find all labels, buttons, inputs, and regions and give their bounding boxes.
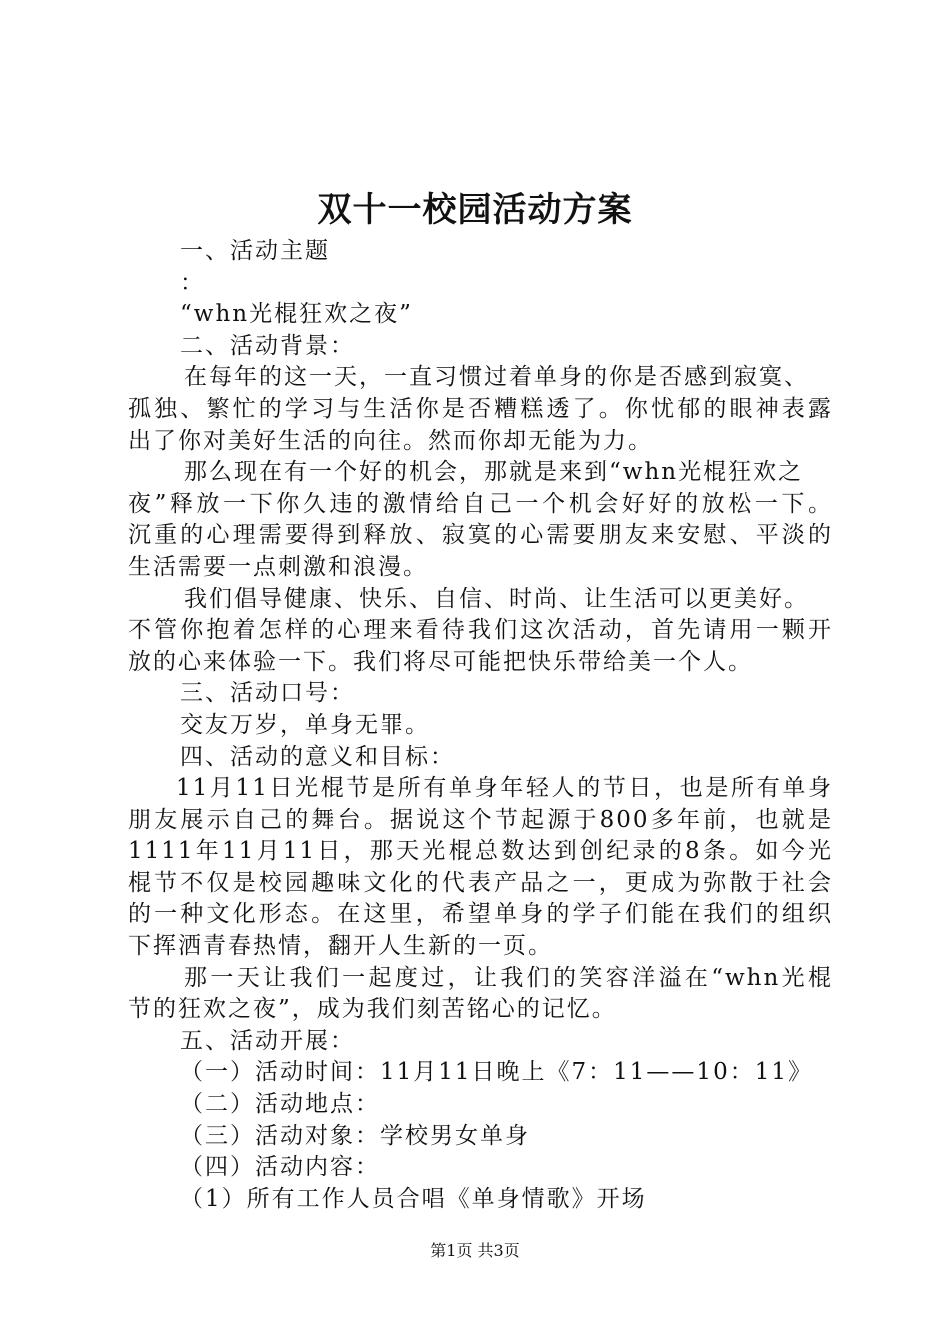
paragraph-line: 朋友展示自己的舞台。据说这个节起源于800多年前，也就是 <box>128 806 833 833</box>
activity-content: （四）活动内容： <box>180 1154 380 1181</box>
paragraph-line: 夜”释放一下你久违的激情给自己一个机会好好的放松一下。 <box>128 490 833 517</box>
paragraph-line: 的一种文化形态。在这里，希望单身的学子们能在我们的组织 <box>128 901 833 928</box>
paragraph-line: 那么现在有一个好的机会，那就是来到“whn光棍狂欢之 <box>184 459 804 486</box>
heading-significance: 四、活动的意义和目标： <box>180 743 455 770</box>
heading-background: 二、活动背景： <box>180 332 355 359</box>
paragraph-line: 出了你对美好生活的向往。然而你却无能为力。 <box>128 427 653 454</box>
paragraph-line: 沉重的心理需要得到释放、寂寞的心需要朋友来安慰、平淡的 <box>128 522 833 549</box>
paragraph-line: 不管你抱着怎样的心理来看待我们这次活动，首先请用一颗开 <box>128 617 833 644</box>
paragraph-line: 孤独、繁忙的学习与生活你是否糟糕透了。你忧郁的眼神表露 <box>128 395 833 422</box>
paragraph-line: 生活需要一点刺激和浪漫。 <box>128 553 428 580</box>
activity-location: （二）活动地点： <box>180 1091 380 1118</box>
heading-activities: 五、活动开展： <box>180 1027 355 1054</box>
theme-name: “whn光棍狂欢之夜” <box>180 301 413 328</box>
paragraph-line: 放的心来体验一下。我们将尽可能把快乐带给美一个人。 <box>128 648 753 675</box>
document-body <box>128 236 833 1215</box>
paragraph-line: 我们倡导健康、快乐、自信、时尚、让生活可以更美好。 <box>184 585 809 612</box>
heading-theme: 一、活动主题 <box>180 238 330 264</box>
page-number: 第1页 共3页 <box>430 1241 520 1260</box>
slogan-text: 交友万岁，单身无罪。 <box>180 711 430 738</box>
paragraph-line: 节的狂欢之夜”，成为我们刻苦铭心的记忆。 <box>128 996 617 1023</box>
paragraph-line: 棍节不仅是校园趣味文化的代表产品之一，更成为弥散于社会 <box>128 869 833 896</box>
activity-audience: （三）活动对象：学校男女单身 <box>180 1122 530 1149</box>
paragraph-line: 11月11日光棍节是所有单身年轻人的节日，也是所有单身 <box>176 775 833 802</box>
heading-slogan: 三、活动口号： <box>180 680 355 707</box>
paragraph-line: 下挥洒青春热情，翻开人生新的一页。 <box>128 933 553 960</box>
paragraph-line: 那一天让我们一起度过，让我们的笑容洋溢在“whn光棍 <box>184 964 833 991</box>
document-title: 双十一校园活动方案 <box>317 190 633 230</box>
paragraph-line: 在每年的这一天，一直习惯过着单身的你是否感到寂寞、 <box>184 364 809 391</box>
activity-item: （1）所有工作人员合唱《单身情歌》开场 <box>180 1185 647 1212</box>
activity-time: （一）活动时间：11月11日晚上《7：11——10：11》 <box>180 1059 813 1086</box>
text-line: ： <box>180 269 205 296</box>
paragraph-line: 1111年11月11日，那天光棍总数达到创纪录的8条。如今光 <box>128 838 833 865</box>
